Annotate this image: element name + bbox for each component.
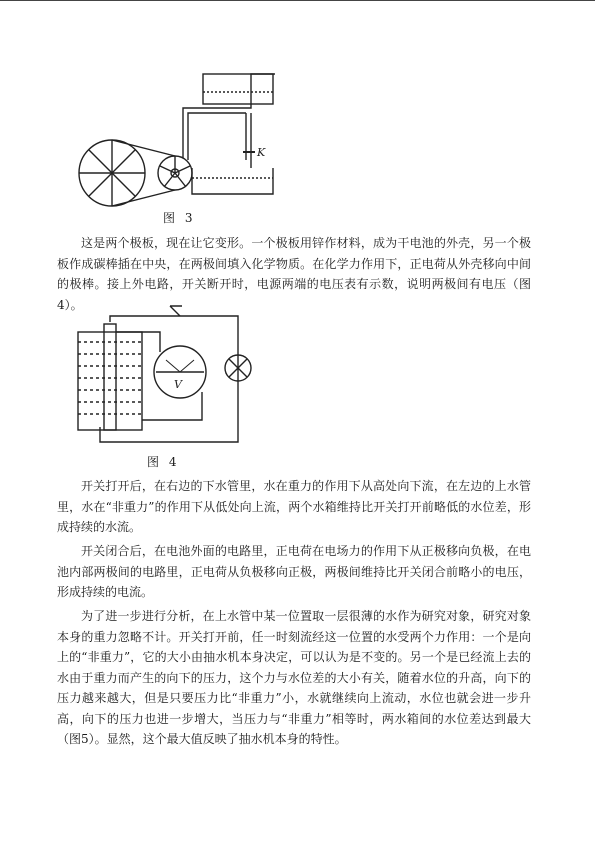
switch-label: K bbox=[257, 146, 266, 159]
figure-3-caption: 图 3 bbox=[163, 211, 196, 225]
battery-circuit-diagram bbox=[70, 302, 260, 447]
figure-4 bbox=[70, 302, 260, 470]
paragraph-1: 这是两个极板，现在让它变形。一个极板用锌作材料，成为干电池的外壳，另一个极板作成碳棒插在中央，在两极间填入化学物质。在化学力作用下，正电荷从外壳移向中间的极棒。接上外电路，开关断开时，电源两端的电压表有示数，说明两极间有电压（图4）。 bbox=[57, 236, 531, 312]
paragraph-4: 为了进一步进行分析，在上水管中某一位置取一层很薄的水作为研究对象，研究对象本身的重力忽略不计。开关打开前，任一时刻流经这一位置的水受两个力作用：一个是向上的“非重力”，它的大小由抽水机本身决定，可以认为是不变的。另一个是已经流上去的水由于重力而产生的向下的压力，这个力与水位差的大小有关，随着水位的升高，向下的压力越来越大，但是只要压力比“非重力”小，水就继续向上流动，水位也就会进一步升高，向下的压力也进一步增大，当压力与“非重力”相等时，两水箱间的水位差达到最大（图5）。显然，这个最大值反映了抽水机本身的特性。 bbox=[57, 609, 531, 746]
figure-4-caption: 图 4 bbox=[147, 455, 180, 469]
figure-3 bbox=[75, 70, 275, 225]
battery-icon bbox=[78, 332, 142, 430]
paragraph-3: 开关闭合后，在电池外面的电路里，正电荷在电场力的作用下从正极移向负极，在电池内部两极间的电路里，正电荷从负极移向正极，两极间维持比开关闭合前略小的电压，形成持续的电流。 bbox=[57, 544, 531, 599]
paragraph-2: 开关打开后，在右边的下水管里，水在重力的作用下从高处向下流，在左边的上水管里，水在“非重力”的作用下从低处向上流，两个水箱维持比开关打开前略低的水位差，形成持续的水流。 bbox=[57, 479, 531, 534]
voltmeter-label: V bbox=[174, 378, 182, 391]
water-pump-diagram bbox=[75, 70, 275, 210]
top-border-line bbox=[0, 0, 595, 1]
